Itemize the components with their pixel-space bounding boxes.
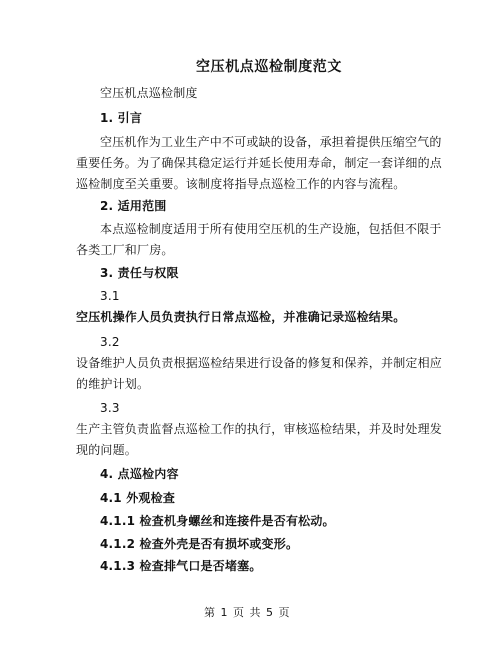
checklist-item: 4.1.3 检查排气口是否堵塞。 [100,559,262,573]
paragraph-line: 生产主管负责监督点巡检工作的执行，审核巡检结果，并及时处理发 [76,422,443,436]
section-heading-responsibility: 3. 责任与权限 [100,266,179,280]
paragraph-line: 现的问题。 [76,443,138,457]
subsection-heading: 4.1 外观检查 [100,491,176,505]
paragraph-line: 各类工厂和厂房。 [76,243,174,257]
clause-number: 3.3 [100,401,120,415]
document-subtitle: 空压机点巡检制度 [100,86,198,100]
section-heading-scope: 2. 适用范围 [100,199,167,213]
paragraph-line: 重要任务。为了确保其稳定运行并延长使用寿命，制定一套详细的点 [76,156,443,170]
paragraph-line: 设备维护人员负责根据巡检结果进行设备的修复和保养，并制定相应 [76,356,443,370]
section-heading-intro: 1. 引言 [100,111,143,125]
page-footer: 第 1 页 共 5 页 [204,606,291,619]
section-heading-content: 4. 点巡检内容 [100,467,179,481]
paragraph-line: 巡检制度至关重要。该制度将指导点巡检工作的内容与流程。 [76,177,406,191]
clause-number: 3.2 [100,335,120,349]
document-title: 空压机点巡检制度范文 [196,59,342,75]
checklist-item: 4.1.1 检查机身螺丝和连接件是否有松动。 [100,514,335,528]
clause-text: 空压机操作人员负责执行日常点巡检，并准确记录巡检结果。 [76,310,406,324]
checklist-item: 4.1.2 检查外壳是否有损坏或变形。 [100,537,299,551]
paragraph-line: 本点巡检制度适用于所有使用空压机的生产设施，包括但不限于 [100,222,442,236]
paragraph-line: 空压机作为工业生产中不可或缺的设备，承担着提供压缩空气的 [100,135,442,149]
paragraph-line: 的维护计划。 [76,377,150,391]
clause-number: 3.1 [100,289,120,303]
